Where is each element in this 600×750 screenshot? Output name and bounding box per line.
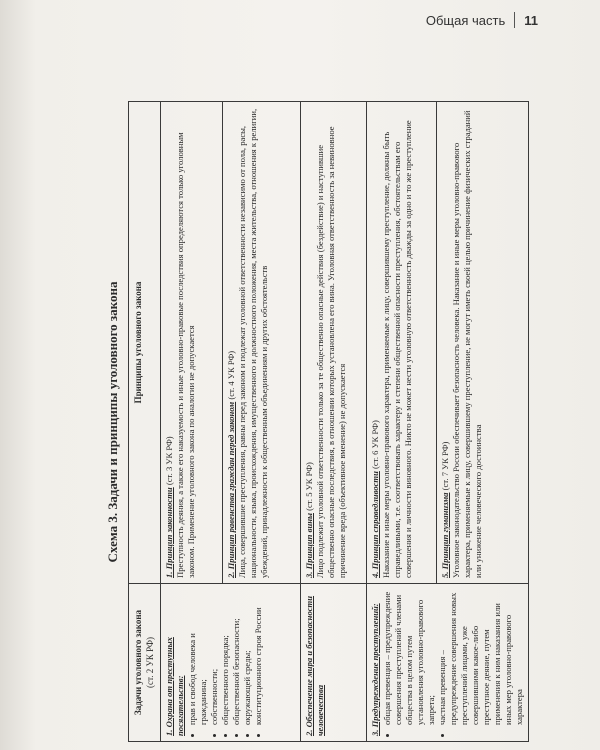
principle-2-title: 2. Принцип равенства граждан перед законом [226,401,237,578]
task-2-cell [301,584,367,742]
list-item: • окружающей среды; [242,589,253,725]
principle-1-heading [164,107,175,578]
list-item: • общая превенция – предупреждение совершения преступлений членами общества в целом путем установления уголовно-правового запрета; [382,589,437,725]
principle-5-text: Уголовное законодательство России обеспечивает безопасность человека. Наказание и иные меры уголовно-правового характера, применяемые к лицу, совершившему преступление, не могут иметь своей целью причинение физических страданий или унижение человеческого достоинства [451,110,484,578]
principle-5-ref: (ст. 7 УК РФ) [440,441,451,491]
principle-3-text: Лицо подлежит уголовной ответственности только за те общественно опасные действия (бездействие) и наступившие общественно опасные последствия, в отношении которых установлена его вина. Уголовная ответственность за невиновное причинение вреда (объективное вменение) не допускается [315,126,348,578]
principle-1-ref: (ст. 3 УК РФ) [164,436,175,486]
table-header-row [129,102,161,742]
principle-4-ref: (ст. 6 УК РФ) [370,420,381,469]
principle-2-cell [223,102,301,584]
list-item: • прав и свобод человека и гражданина; [187,589,209,725]
task-3-cell [367,584,529,742]
task-1-title: 1. Охрана от преступных посягательств: [164,637,186,736]
principle-5-cell [437,102,529,584]
task-2-title: 2. Обеспечение мира и безопасности человечества [304,595,326,736]
list-item: • собственности; [209,589,220,725]
tasks-header-title: Задачи уголовного закона [133,609,143,716]
principle-2-text: Лица, совершившие преступления, равны перед законом и подлежат уголовной ответственности независимо от пола, расы, национальности, языка, происхождения, имущественного и должностного положения, места жительства, отношения к религии, убеждений, принадлежности к общественным объединениям и других обстоятельств [237,108,270,578]
table-row [161,102,223,742]
rotated-scheme [102,102,525,742]
tasks-header [129,584,161,742]
table-row [367,102,437,742]
principle-2-ref: (ст. 4 УК РФ) [226,350,237,400]
principles-header [129,102,161,584]
principles-header-title: Принципы уголовного закона [133,281,143,404]
table-row [301,102,367,742]
principle-3-heading [304,107,315,578]
principle-1-text: Преступность деяния, а также его наказуемость и иные уголовно-правовые последствия определяются только уголовным законом. Применение уголовного закона по аналогии не допускается [175,132,197,578]
principle-4-cell [367,102,437,584]
principle-1-title: 1. Принцип законности [164,487,175,578]
task-3-list [382,589,525,736]
principle-4-heading [370,107,381,578]
list-item: • конституционного строя России [253,589,264,725]
principle-4-title: 4. Принцип справедливости [370,471,381,578]
header-divider [514,12,515,28]
principle-3-ref: (ст. 5 УК РФ) [304,462,315,511]
principle-3-cell [301,102,367,584]
task-3-title: 3. Предупреждение преступлений: [370,603,381,736]
principle-1-cell [161,102,223,584]
list-item: • частная превенция – предупреждение совершения новых преступлений лицами, уже совершившими какое-либо преступное деяние, путем применения к ним наказания или иных мер уголовно-правового характера [437,589,525,725]
principle-3-title: 3. Принцип вины [304,513,315,578]
list-item: • общественной безопасности; [231,589,242,725]
scheme-table [128,101,529,742]
running-head [426,12,538,28]
page-number: 11 [524,12,538,28]
task-1-cell [161,584,301,742]
tasks-header-ref: (ст. 2 УК РФ) [144,636,155,689]
principle-5-heading [440,107,451,578]
scheme-title: Схема 3. Задачи и принципы уголовного закона [105,281,120,563]
list-item: • общественного порядка; [220,589,231,725]
section-title: Общая часть [425,12,506,28]
principle-4-text: Наказание и иные меры уголовно-правового характера, применяемые к лицу, совершившему преступление, должны быть справедливыми, т.е. соответствовать характеру и степени общественной опасности преступления, обстоятельствам его совершения и личности виновного. Никто не может нести уголовную ответственность дважды за одно и то же преступление [381,120,414,578]
task-1-list [187,589,264,736]
principle-5-title: 5. Принцип гуманизма [440,492,451,578]
principle-2-heading [226,107,237,578]
